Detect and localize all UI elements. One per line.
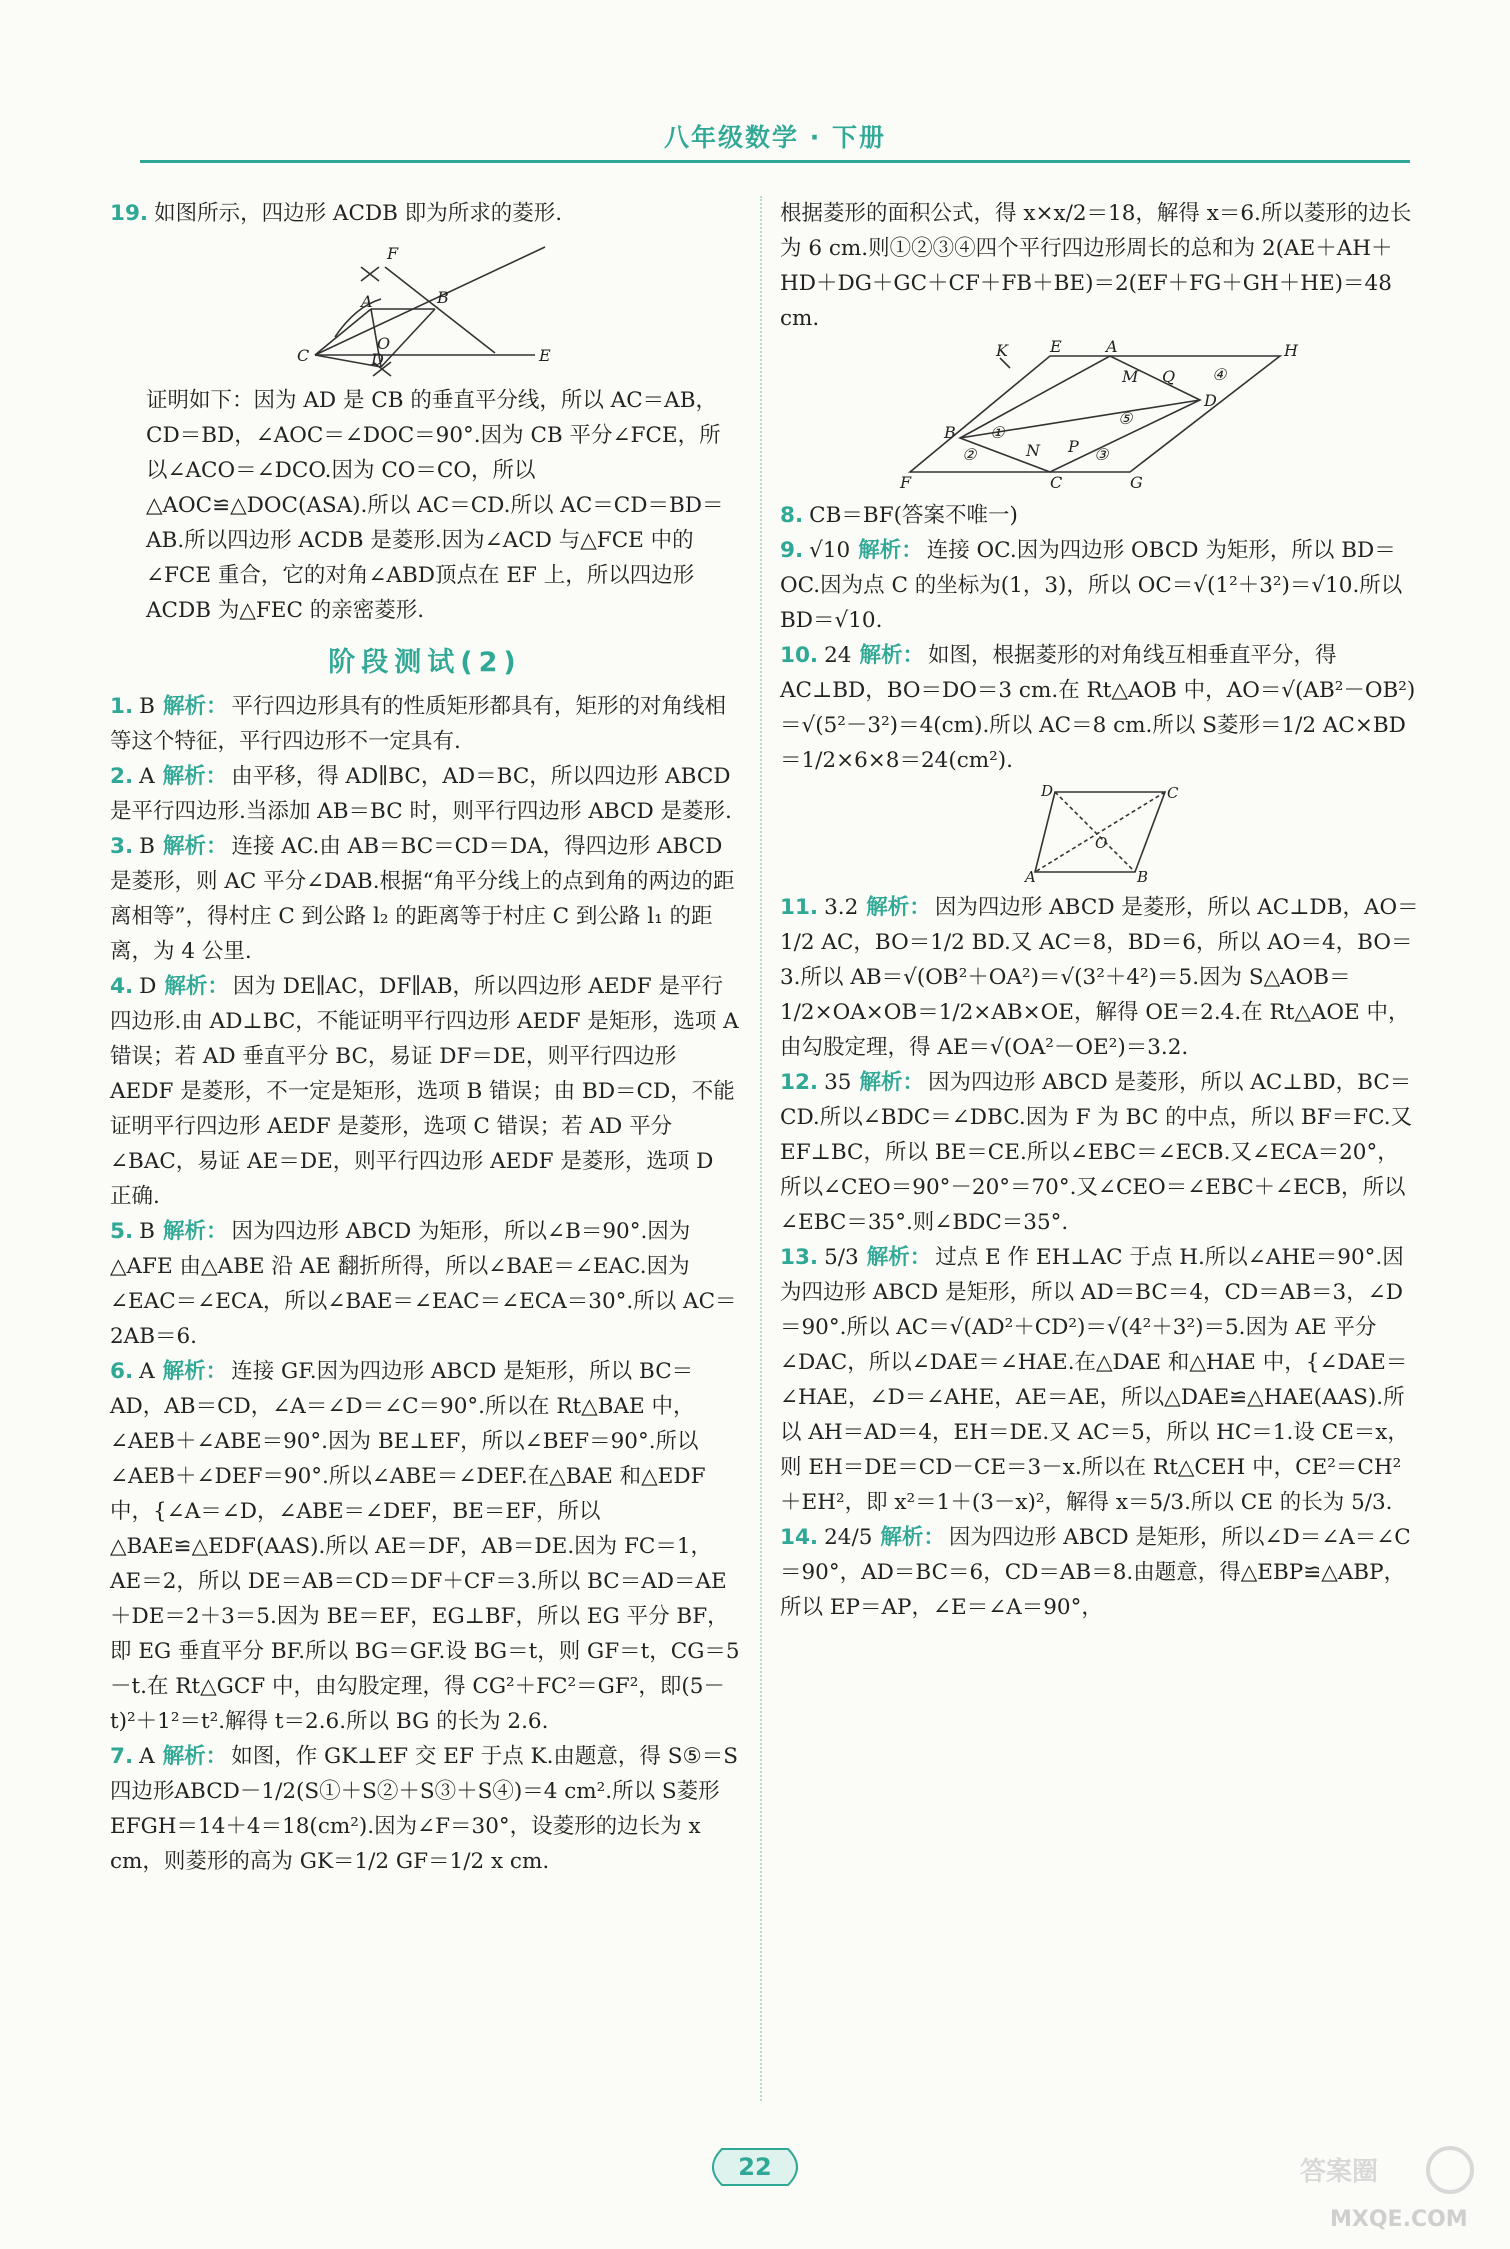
fig7-label: ⑤: [1118, 409, 1133, 428]
fig7-label: B: [944, 423, 956, 442]
question-19: [110, 196, 740, 231]
question-number: 5.: [110, 1219, 134, 1244]
watermark-url: MXQE.COM: [1330, 2207, 1468, 2232]
question-number: 3.: [110, 834, 134, 859]
fig10-label: D: [1041, 782, 1054, 800]
line-ce-upper: [315, 247, 545, 355]
fig7-label: A: [1106, 337, 1118, 356]
fig19-label: F: [387, 244, 399, 263]
question-number: 9.: [780, 538, 804, 563]
answer-item: [110, 969, 740, 1214]
fig19-label: C: [297, 346, 310, 365]
fig7-label: G: [1130, 473, 1143, 492]
right-column: [780, 196, 1420, 1625]
answer-choice: 3.2: [824, 895, 859, 920]
analysis-label: 解析：: [858, 538, 923, 563]
page-header: 八年级数学 · 下册: [664, 123, 886, 152]
figure-7: [900, 337, 1300, 492]
analysis-text: 如图，根据菱形的对角线互相垂直平分，得 AC⊥BD，BO＝DO＝3 cm.在 Rt△AOB 中，AO＝√(AB²－OB²)＝√(5²－3²)＝4(cm).所以 AC＝8 cm.所以 S菱形＝1/2 AC×BD＝1/2×6×8＝24(cm²).: [780, 643, 1416, 773]
figure-10: [1025, 782, 1179, 886]
answer-item: [780, 533, 1420, 638]
analysis-label: 解析：: [164, 974, 229, 999]
section-title: 阶段测试(2): [328, 647, 522, 678]
answer-choice: CB＝BF(答案不唯一): [809, 503, 1018, 528]
fig10-label: C: [1167, 784, 1179, 802]
analysis-text: 因为四边形 ABCD 是菱形，所以 AC⊥DB，AO＝1/2 AC，BO＝1/2 BD.又 AC＝8，BD＝6，所以 AO＝4，BO＝3.所以 AB＝√(OB²＋OA²)＝√(3²＋4²)＝5.因为 S△AOB＝1/2×OA×OB＝1/2×AB×OE，解得 OE＝2.4.在 Rt△AOE 中，由勾股定理，得 AE＝√(OA²－OE²)＝3.2.: [780, 895, 1419, 1060]
analysis-text: 过点 E 作 EH⊥AC 于点 H.所以∠AHE＝90°.因为四边形 ABCD 是矩形，所以 AD＝BC＝4，CD＝AB＝3，∠D＝90°.所以 AC＝√(AD²＋CD²)＝√(4²＋3²)＝5.因为 AE 平分∠DAC，所以∠DAE＝∠HAE.在△DAE 和△HAE 中，{∠DAE＝∠HAE，∠D＝∠AHE，AE＝AE，所以△DAE≌△HAE(AAS).所以 AH＝AD＝4，EH＝DE.又 AC＝5，所以 HC＝1.设 CE＝x，则 EH＝DE＝CD－CE＝3－x.所以在 Rt△CEH 中，CE²＝CH²＋EH²，即 x²＝1＋(3－x)²，解得 x＝5/3.所以 CE 的长为 5/3.: [780, 1245, 1409, 1515]
fig7-label: Q: [1162, 367, 1176, 386]
analysis-label: 解析：: [162, 694, 228, 719]
question-number: 1.: [110, 694, 134, 719]
fig7-label: ①: [990, 423, 1005, 442]
answer-item: [110, 759, 740, 829]
watermark: [1290, 2140, 1480, 2240]
analysis-label: 解析：: [880, 1525, 945, 1550]
continued-text: 根据菱形的面积公式，得 x×x/2＝18，解得 x＝6.所以菱形的边长为 6 cm.则①②③④四个平行四边形周长的总和为 2(AE＋AH＋HD＋DG＋GC＋CF＋FB＋BE)＝2(EF＋FG＋GH＋HE)＝48 cm.: [780, 201, 1412, 331]
header-rule: [140, 160, 1410, 163]
analysis-label: 解析：: [162, 1359, 228, 1384]
answer-choice: √10: [809, 538, 851, 563]
answer-choice: 24: [824, 643, 852, 668]
fig10-label: A: [1025, 868, 1036, 886]
fig7-label: ④: [1212, 365, 1227, 384]
question-number: 14.: [780, 1525, 819, 1550]
fig19-label: E: [539, 346, 551, 365]
analysis-label: 解析：: [859, 643, 924, 668]
analysis-label: 解析：: [866, 895, 931, 920]
answer-item: [780, 890, 1420, 1065]
column-divider: [760, 196, 762, 2101]
answer-item: [780, 1065, 1420, 1240]
analysis-text: 因为四边形 ABCD 是矩形，所以∠D＝∠A＝∠C＝90°，AD＝BC＝6，CD＝AB＝8.由题意，得△EBP≌△ABP，所以 EP＝AP，∠E＝∠A＝90°，: [780, 1525, 1411, 1620]
answer-item: [780, 498, 1420, 533]
fig7-label: ③: [1094, 445, 1109, 464]
analysis-text: 连接 AC.由 AB＝BC＝CD＝DA，得四边形 ABCD 是菱形，则 AC 平分∠DAB.根据“角平分线上的点到角的两边的距离相等”，得村庄 C 到公路 l₂ 的距离等于村庄 C 到公路 l₁ 的距离，为 4 公里.: [110, 834, 735, 964]
fig7-label: C: [1050, 473, 1063, 492]
proof-19: 证明如下：因为 AD 是 CB 的垂直平分线，所以 AC＝AB，CD＝BD，∠AOC＝∠DOC＝90°.因为 CB 平分∠FCE，所以∠ACO＝∠DCO.因为 CO＝CO，所以△AOC≌△DOC(ASA).所以 AC＝CD.所以 AC＝CD＝BD＝AB.所以四边形 ACDB 是菱形.因为∠ACD 与△FCE 中的∠FCE 重合，它的对角∠ABD顶点在 EF 上，所以四边形 ACDB 为△FEC 的亲密菱形.: [146, 388, 724, 623]
answer-choice: A: [139, 764, 155, 789]
diagonal-db: [1055, 792, 1135, 872]
fig19-label: B: [437, 288, 449, 307]
analysis-label: 解析：: [162, 834, 228, 859]
fig10-label: O: [1095, 834, 1108, 852]
analysis-text: 由平移，得 AD∥BC，AD＝BC，所以四边形 ABCD 是平行四边形.当添加 AB＝BC 时，则平行四边形 ABCD 是菱形.: [110, 764, 732, 824]
fig19-label: O: [377, 334, 391, 353]
question-number: 8.: [780, 503, 804, 528]
answer-item: [110, 1739, 740, 1879]
analysis-label: 解析：: [162, 764, 228, 789]
line-fe: [385, 267, 495, 353]
fig19-label: D: [371, 350, 384, 369]
fig7-label: M: [1122, 367, 1139, 386]
question-number: 19.: [110, 201, 149, 226]
analysis-label: 解析：: [162, 1744, 228, 1769]
analysis-text: 连接 GF.因为四边形 ABCD 是矩形，所以 BC＝AD，AB＝CD，∠A＝∠D＝∠C＝90°.所以在 Rt△BAE 中，∠AEB＋∠ABE＝90°.因为 BE⊥EF，所以∠BEF＝90°.所以∠AEB＋∠DEF＝90°.所以∠ABE＝∠DEF.在△BAE 和△EDF 中，{∠A＝∠D，∠ABE＝∠DEF，BE＝EF，所以△BAE≌△EDF(AAS).所以 AE＝DF，AB＝DE.因为 FC＝1，AE＝2，所以 DE＝AB＝CD＝DF＋CF＝3.所以 BC＝AD＝AE＋DE＝2＋3＝5.因为 BE＝EF，EG⊥BF，所以 EG 平分 BF，即 EG 垂直平分 BF.所以 BG＝GF.设 BG＝t，则 GF＝t，CG＝5－t.在 Rt△GCF 中，由勾股定理，得 CG²＋FC²＝GF²，即(5－t)²＋1²＝t².解得 t＝2.6.所以 BG 的长为 2.6.: [110, 1359, 740, 1734]
analysis-text: 连接 OC.因为四边形 OBCD 为矩形，所以 BD＝OC.因为点 C 的坐标为(1，3)，所以 OC＝√(1²＋3²)＝√10.所以 BD＝√10.: [780, 538, 1403, 633]
fig7-label: F: [900, 473, 912, 492]
question-number: 4.: [110, 974, 134, 999]
fig19-label: A: [361, 292, 373, 311]
figure-19: [295, 237, 555, 377]
answer-choice: A: [139, 1744, 155, 1769]
fig7-label: K: [996, 341, 1008, 360]
question-number: 11.: [780, 895, 819, 920]
answer-item: [110, 829, 740, 969]
answer-item: [110, 1354, 740, 1739]
answer-choice: D: [139, 974, 157, 999]
fig7-label: P: [1068, 437, 1079, 456]
page-number-badge: [700, 2145, 810, 2189]
answer-choice: 35: [824, 1070, 852, 1095]
watermark-logo-icon: [1428, 2148, 1472, 2192]
question-text: 如图所示，四边形 ACDB 即为所求的菱形.: [154, 201, 563, 226]
answer-choice: B: [139, 1219, 155, 1244]
fig7-label: H: [1284, 341, 1298, 360]
answer-item: [780, 1520, 1420, 1625]
analysis-text: 因为四边形 ABCD 是菱形，所以 AC⊥BD，BC＝CD.所以∠BDC＝∠DBC.因为 F 为 BC 的中点，所以 BF＝FC.又 EF⊥BC，所以 BE＝CE.所以∠EBC＝∠ECB.又∠ECA＝20°，所以∠CEO＝90°－20°＝70°.又∠CEO＝∠EBC＋∠ECB，所以∠EBC＝35°.则∠BDC＝35°.: [780, 1070, 1413, 1235]
watermark-text: 答案圈: [1300, 2157, 1379, 2187]
analysis-label: 解析：: [162, 1219, 228, 1244]
fig10-label: B: [1137, 868, 1149, 886]
left-column: [110, 196, 740, 1879]
fig7-label: D: [1204, 391, 1217, 410]
fig7-label: N: [1026, 441, 1040, 460]
question-number: 10.: [780, 643, 819, 668]
analysis-label: 解析：: [859, 1070, 924, 1095]
analysis-text: 因为 DE∥AC，DF∥AB，所以四边形 AEDF 是平行四边形.由 AD⊥BC，不能证明平行四边形 AEDF 是矩形，选项 A 错误；若 AD 垂直平分 BC，易证 DF＝DE，则平行四边形 AEDF 是菱形，不一定是矩形，选项 B 错误；由 BD＝CD，不能证明平行四边形 AEDF 是菱形，选项 C 错误；若 AD 平分∠BAC，易证 AE＝DE，则平行四边形 AEDF 是菱形，选项 D 正确.: [110, 974, 739, 1209]
arc-mark-1: [361, 267, 379, 281]
question-number: 13.: [780, 1245, 819, 1270]
answer-choice: B: [139, 834, 155, 859]
answer-item: [780, 638, 1420, 778]
answer-item: [110, 1214, 740, 1354]
answer-choice: 5/3: [824, 1245, 859, 1270]
question-number: 7.: [110, 1744, 134, 1769]
fig7-label: E: [1050, 337, 1062, 356]
fig7-label: ②: [962, 445, 977, 464]
analysis-text: 平行四边形具有的性质矩形都具有，矩形的对角线相等这个特征，平行四边形不一定具有.: [110, 694, 726, 754]
analysis-text: 因为四边形 ABCD 为矩形，所以∠B＝90°.因为△AFE 由△ABE 沿 AE 翻折所得，所以∠BAE＝∠EAC.因为∠EAC＝∠ECA，所以∠BAE＝∠EAC＝∠ECA＝30°.所以 AC＝2AB＝6.: [110, 1219, 737, 1349]
diagonal-ca: [1035, 792, 1165, 872]
answer-item: [780, 1240, 1420, 1520]
answer-choice: A: [139, 1359, 155, 1384]
page-number: 22: [738, 2153, 772, 2181]
question-number: 12.: [780, 1070, 819, 1095]
question-number: 2.: [110, 764, 134, 789]
answer-item: [110, 689, 740, 759]
analysis-text: 如图，作 GK⊥EF 交 EF 于点 K.由题意，得 S⑤＝S四边形ABCD－1/2(S①＋S②＋S③＋S④)＝4 cm².所以 S菱形EFGH＝14＋4＝18(cm²).因为∠F＝30°，设菱形的边长为 x cm，则菱形的高为 GK＝1/2 GF＝1/2 x cm.: [110, 1744, 739, 1874]
analysis-label: 解析：: [866, 1245, 932, 1270]
question-number: 6.: [110, 1359, 134, 1384]
answer-choice: 24/5: [824, 1525, 873, 1550]
answer-choice: B: [139, 694, 155, 719]
